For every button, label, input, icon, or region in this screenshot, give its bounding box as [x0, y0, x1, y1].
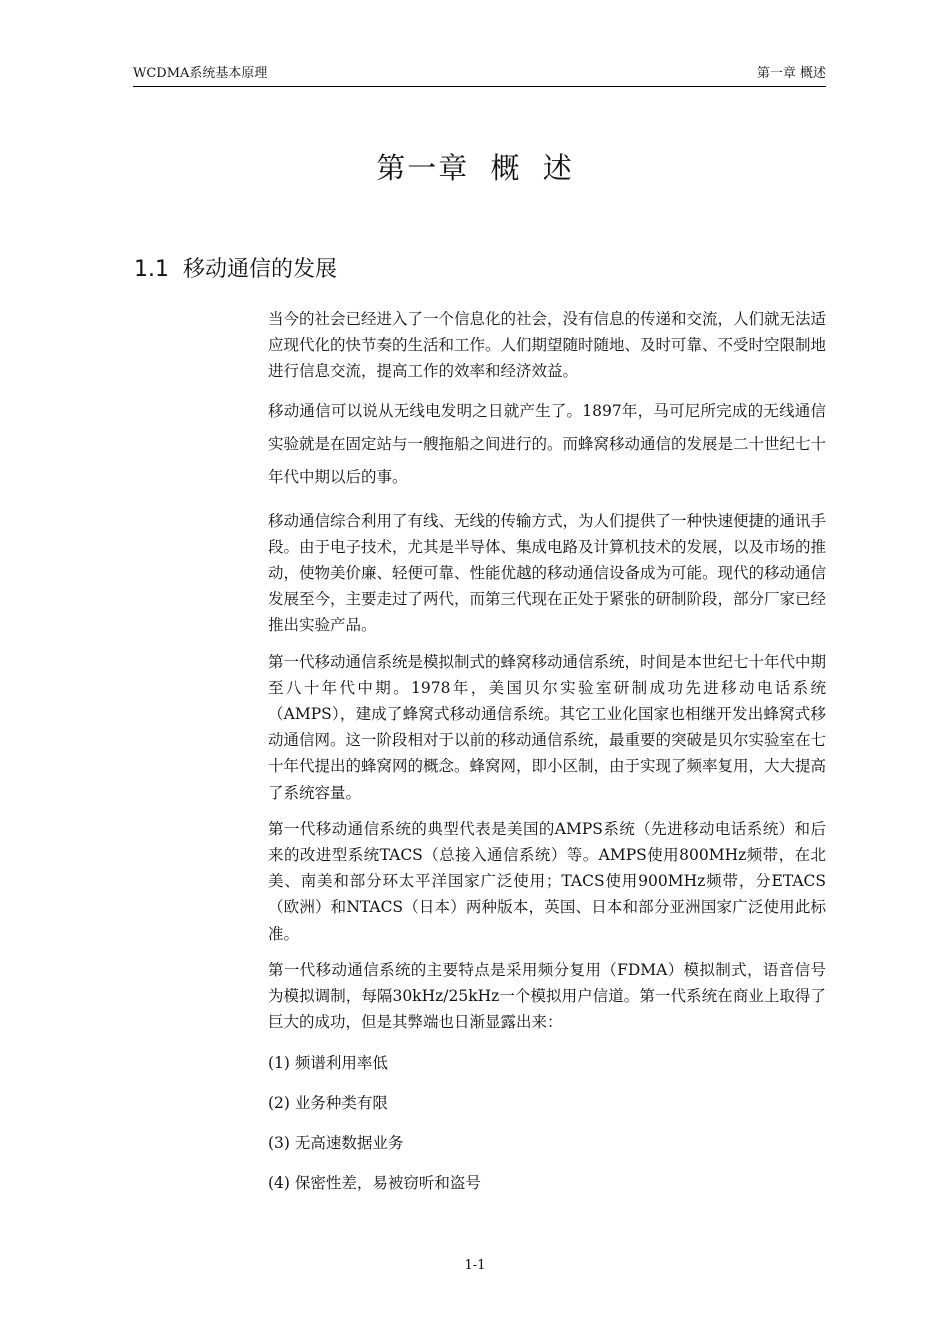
running-header	[133, 62, 826, 87]
page-number: 1-1	[464, 1258, 486, 1273]
section-number: 1.1	[134, 257, 169, 282]
paragraph: 移动通信综合利用了有线、无线的传输方式，为人们提供了一种快速便捷的通讯手段。由于电子技术，尤其是半导体、集成电路及计算机技术的发展，以及市场的推动，使物美价廉、轻便可靠、性能优越的移动通信设备成为可能。现代的移动通信发展至今，主要走过了两代，而第三代现在正处于紧张的研制阶段，部分厂家已经推出实验产品。	[268, 511, 827, 635]
body-text	[268, 306, 826, 1211]
header-chapter-title: 第一章 概述	[756, 66, 826, 81]
paragraph: 第一代移动通信系统是模拟制式的蜂窝移动通信系统，时间是本世纪七十年代中期至八十年代中期。1978年，美国贝尔实验室研制成功先进移动电话系统（AMPS），建成了蜂窝式移动通信系统。其它工业化国家也相继开发出蜂窝式移动通信网。这一阶段相对于以前的移动通信系统，最重要的突破是贝尔实验室在七十年代提出的蜂窝网的概念。蜂窝网，即小区制，由于实现了频率复用，大大提高了系统容量。	[268, 652, 827, 802]
section-heading	[134, 252, 337, 288]
list-item: (1) 频谱利用率低	[268, 1054, 388, 1073]
chapter-title: 第一章 概 述	[376, 151, 574, 185]
list-item: (2) 业务种类有限	[268, 1094, 388, 1113]
header-book-title: WCDMA系统基本原理	[133, 66, 268, 81]
paragraph: 当今的社会已经进入了一个信息化的社会，没有信息的传递和交流，人们就无法适应现代化的快节奏的生活和工作。人们期望随时随地、及时可靠、不受时空限制地进行信息交流，提高工作的效率和经济效益。	[268, 310, 827, 381]
list-item: (3) 无高速数据业务	[268, 1134, 404, 1153]
paragraph: 第一代移动通信系统的典型代表是美国的AMPS系统（先进移动电话系统）和后来的改进型系统TACS（总接入通信系统）等。AMPS使用800MHz频带，在北美、南美和部分环太平洋国家广泛使用；TACS使用900MHz频带，分ETACS（欧洲）和NTACS（日本）两种版本，英国、日本和部分亚洲国家广泛使用此标准。	[268, 819, 826, 943]
paragraph: 移动通信可以说从无线电发明之日就产生了。1897年，马可尼所完成的无线通信实验就是在固定站与一艘拖船之间进行的。而蜂窝移动通信的发展是二十世纪七十年代中期以后的事。	[268, 401, 827, 486]
paragraph: 第一代移动通信系统的主要特点是采用频分复用（FDMA）模拟制式，语音信号为模拟调制，每隔30kHz/25kHz一个模拟用户信道。第一代系统在商业上取得了巨大的成功，但是其弊端也日渐显露出来：	[268, 960, 826, 1032]
section-title: 移动通信的发展	[183, 257, 338, 282]
list-item: (4) 保密性差，易被窃听和盗号	[268, 1174, 481, 1193]
